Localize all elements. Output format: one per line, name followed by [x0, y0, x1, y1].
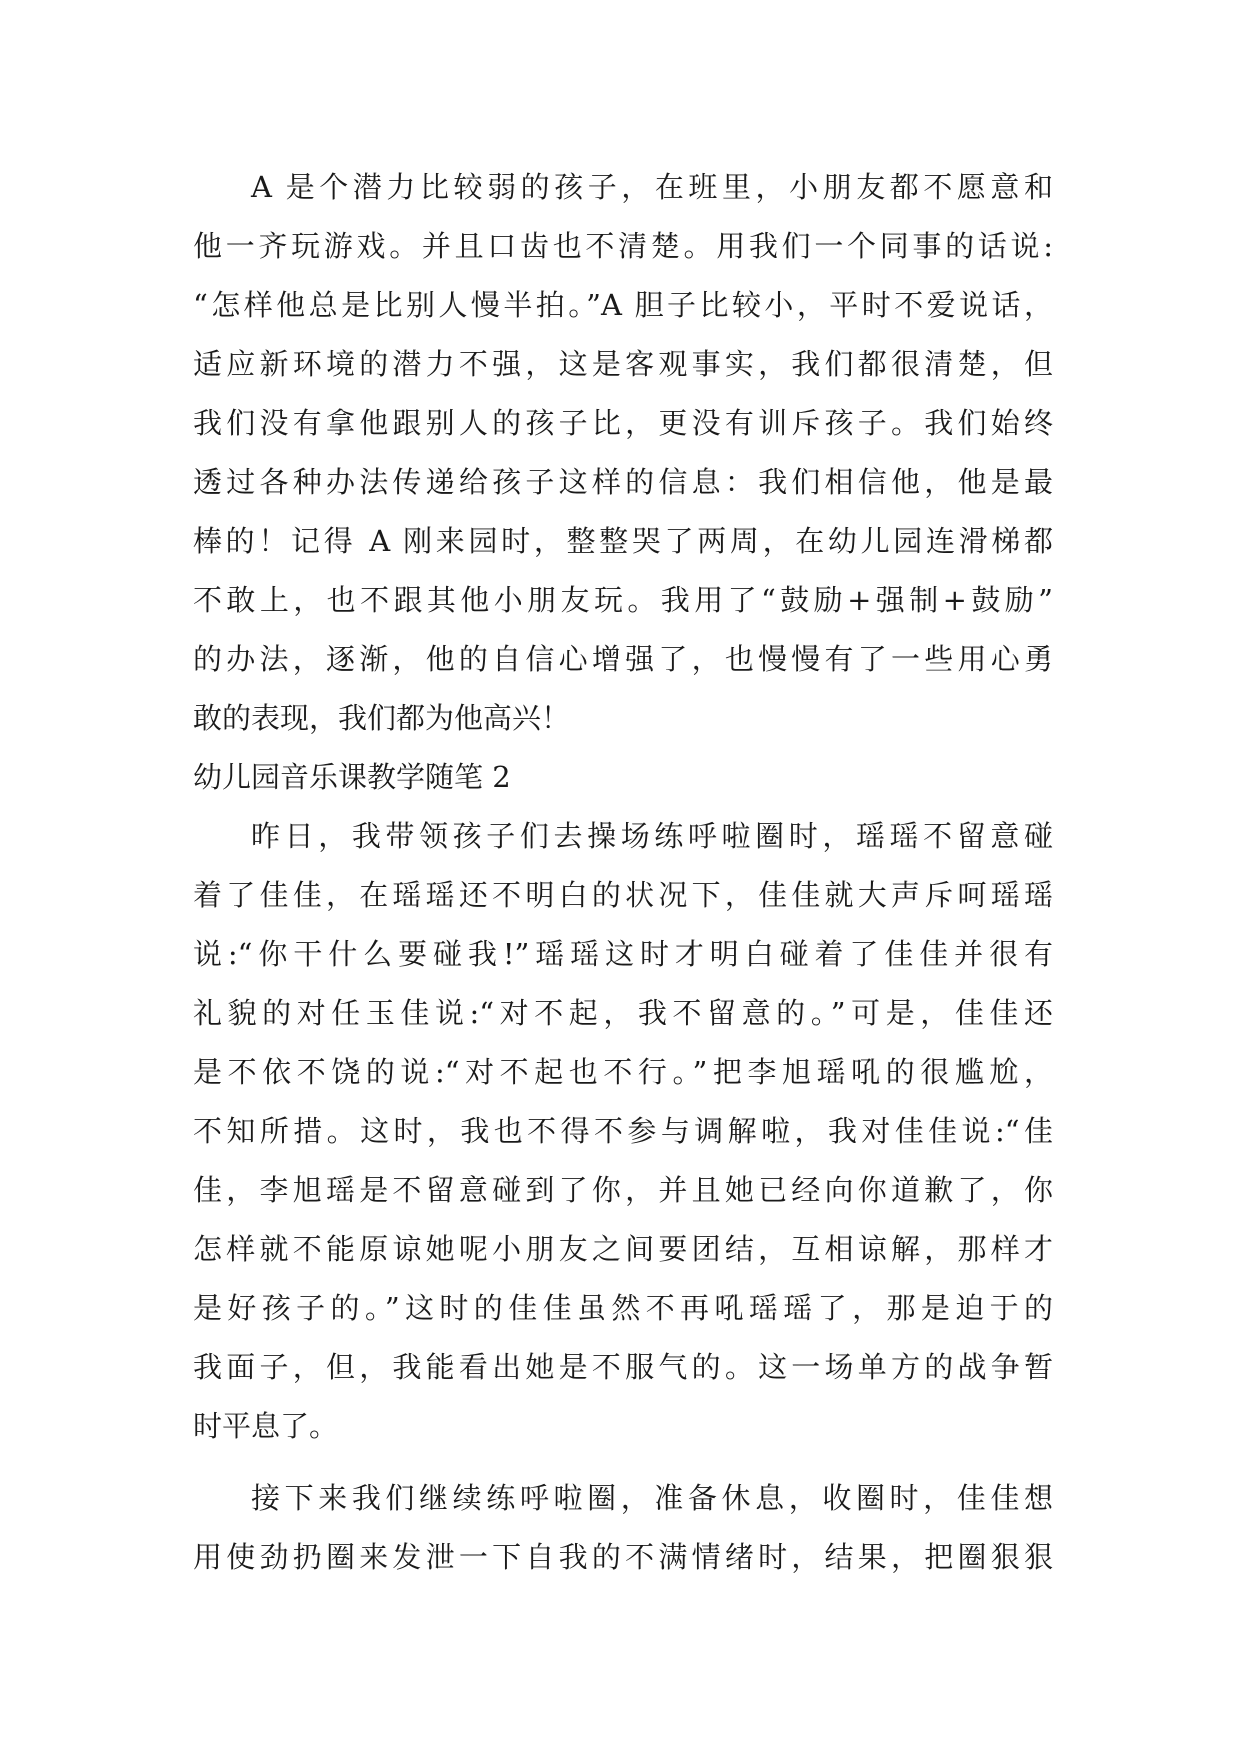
- paragraph-spacer: [193, 1456, 1053, 1469]
- paragraph-line: 我面子，但，我能看出她是不服气的。这一场单方的战争暂: [193, 1350, 1053, 1384]
- paragraph-line: 礼貌的对任玉佳说:“对不起，我不留意的。”可是，佳佳还: [193, 996, 1053, 1030]
- paragraph-line: 敢的表现，我们都为他高兴！: [193, 701, 571, 735]
- paragraph-line: 是好孩子的。”这时的佳佳虽然不再吼瑶瑶了，那是迫于的: [193, 1291, 1053, 1325]
- paragraph-line: 我们没有拿他跟别人的孩子比，更没有训斥孩子。我们始终: [193, 406, 1053, 440]
- paragraph-line: 适应新环境的潜力不强，这是客观事实，我们都很清楚，但: [193, 347, 1053, 381]
- paragraph-line: 昨日，我带领孩子们去操场练呼啦圈时，瑶瑶不留意碰: [251, 819, 1053, 853]
- paragraph-line: 他一齐玩游戏。并且口齿也不清楚。用我们一个同事的话说:: [193, 229, 1053, 263]
- document-body: [193, 158, 1053, 1587]
- section-heading: 幼儿园音乐课教学随笔 2: [193, 760, 511, 794]
- paragraph-line: 不知所措。这时，我也不得不参与调解啦，我对佳佳说:“佳: [193, 1114, 1053, 1148]
- paragraph-1: [193, 158, 1053, 748]
- paragraph-line: 接下来我们继续练呼啦圈，准备休息，收圈时，佳佳想: [251, 1481, 1053, 1515]
- paragraph-line: 的办法，逐渐，他的自信心增强了，也慢慢有了一些用心勇: [193, 642, 1053, 676]
- paragraph-line: 着了佳佳，在瑶瑶还不明白的状况下，佳佳就大声斥呵瑶瑶: [193, 878, 1053, 912]
- paragraph-line: 是不依不饶的说:“对不起也不行。”把李旭瑶吼的很尴尬，: [193, 1055, 1053, 1089]
- paragraph-line: 不敢上，也不跟其他小朋友玩。我用了“鼓励+强制+鼓励”: [193, 583, 1053, 617]
- paragraph-line: “怎样他总是比别人慢半拍。”A 胆子比较小，平时不爱说话，: [193, 288, 1053, 322]
- paragraph-line: 透过各种办法传递给孩子这样的信息：我们相信他，他是最: [193, 465, 1053, 499]
- paragraph-line: 怎样就不能原谅她呢小朋友之间要团结，互相谅解，那样才: [193, 1232, 1053, 1266]
- paragraph-2: [193, 807, 1053, 1456]
- paragraph-line: 时平息了。: [193, 1409, 339, 1443]
- paragraph-line: 佳，李旭瑶是不留意碰到了你，并且她已经向你道歉了，你: [193, 1173, 1053, 1207]
- paragraph-line: 说:“你干什么要碰我!”瑶瑶这时才明白碰着了佳佳并很有: [193, 937, 1053, 971]
- paragraph-line: 用使劲扔圈来发泄一下自我的不满情绪时，结果，把圈狠狠: [193, 1540, 1053, 1574]
- paragraph-3: [193, 1469, 1053, 1587]
- paragraph-line: A 是个潜力比较弱的孩子，在班里，小朋友都不愿意和: [251, 170, 1053, 204]
- paragraph-line: 棒的！记得 A 刚来园时，整整哭了两周，在幼儿园连滑梯都: [193, 524, 1053, 558]
